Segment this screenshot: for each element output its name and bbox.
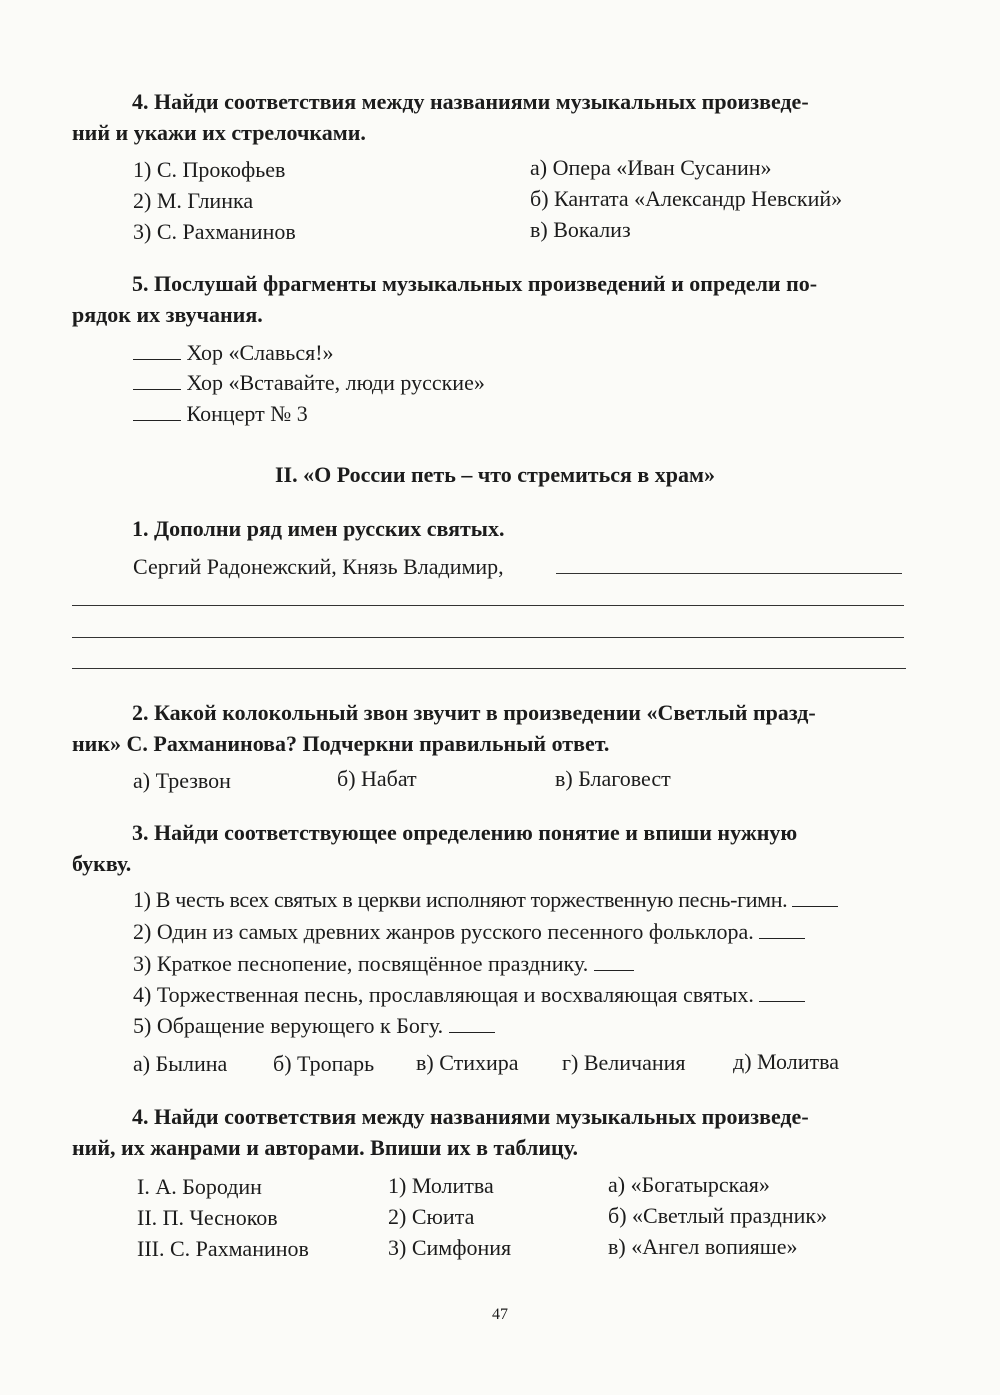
genre-item: 2) Сюита [388,1204,475,1229]
composer-item: 1) С. Прокофьев [133,157,286,182]
definition-item: 5) Обращение верующего к Богу. [133,1012,495,1040]
work-item: в) «Ангел вопияше» [608,1234,798,1259]
order-item: Хор «Славься!» [133,339,334,367]
genre-item: 3) Симфония [388,1235,512,1260]
task-heading: 1. Дополни ряд имен русских святых. [132,516,505,541]
answer-blank[interactable] [449,1012,495,1033]
answer-option[interactable]: в) Благовест [555,766,671,791]
concept-option: г) Величания [562,1050,686,1075]
answer-line[interactable] [72,605,904,606]
answer-line[interactable] [72,668,906,669]
definition-item: 4) Торжественная песнь, прославляющая и восхваляющая святых. [133,981,805,1009]
task-text: Сергий Радонежский, Князь Владимир, [133,554,504,579]
answer-blank[interactable] [792,886,838,907]
concept-option: б) Тропарь [273,1051,375,1076]
concept-option: в) Стихира [416,1050,519,1075]
answer-blank[interactable] [133,339,181,360]
answer-blank[interactable] [133,400,181,421]
work-item: в) Вокализ [530,217,631,242]
answer-line[interactable] [556,573,902,574]
order-item: Концерт № 3 [133,400,308,428]
definition-item: 2) Один из самых древних жанров русского песенного фольклора. [133,918,805,946]
work-item: а) Опера «Иван Сусанин» [530,155,772,180]
work-item: б) Кантата «Александр Невский» [530,186,843,211]
author-item: I. А. Бородин [137,1174,262,1199]
concept-option: а) Былина [133,1051,228,1076]
answer-option[interactable]: б) Набат [337,766,417,791]
answer-line[interactable] [72,637,904,638]
task-heading: 3. Найди соответствующее определению понятие и впиши нужную букву. [72,820,798,876]
answer-blank[interactable] [759,918,805,939]
order-item: Хор «Вставайте, люди русские» [133,369,485,397]
task-heading: 4. Найди соответствия между названиями музыкальных произведе- ний, их жанрами и авторами. Впиши их в таблицу. [72,1104,809,1160]
work-item: б) «Светлый праздник» [608,1203,828,1228]
composer-item: 2) М. Глинка [133,188,254,213]
answer-blank[interactable] [594,950,634,971]
task-heading: 2. Какой колокольный звон звучит в произведении «Светлый празд- ник» С. Рахманинова? Подчеркни правильный ответ. [72,700,816,756]
definition-item: 3) Краткое песнопение, посвящённое празднику. [133,950,634,978]
page-number: 47 [492,1306,508,1323]
answer-blank[interactable] [133,369,181,390]
genre-item: 1) Молитва [388,1173,494,1198]
author-item: II. П. Чесноков [137,1205,278,1230]
author-item: III. С. Рахманинов [137,1236,309,1261]
task-heading: 5. Послушай фрагменты музыкальных произведений и определи по- рядок их звучания. [72,271,818,327]
answer-blank[interactable] [759,981,805,1002]
composer-item: 3) С. Рахманинов [133,219,296,244]
concept-option: д) Молитва [733,1049,839,1074]
definition-item: 1) В честь всех святых в церкви исполняют торжественную песнь-гимн. [133,886,838,914]
answer-option[interactable]: а) Трезвон [133,768,231,793]
task-heading: 4. Найди соответствия между названиями музыкальных произведе- ний и укажи их стрелочками. [72,89,809,145]
section-title: II. «О России петь – что стремиться в храм» [274,462,716,487]
work-item: а) «Богатырская» [608,1172,770,1197]
